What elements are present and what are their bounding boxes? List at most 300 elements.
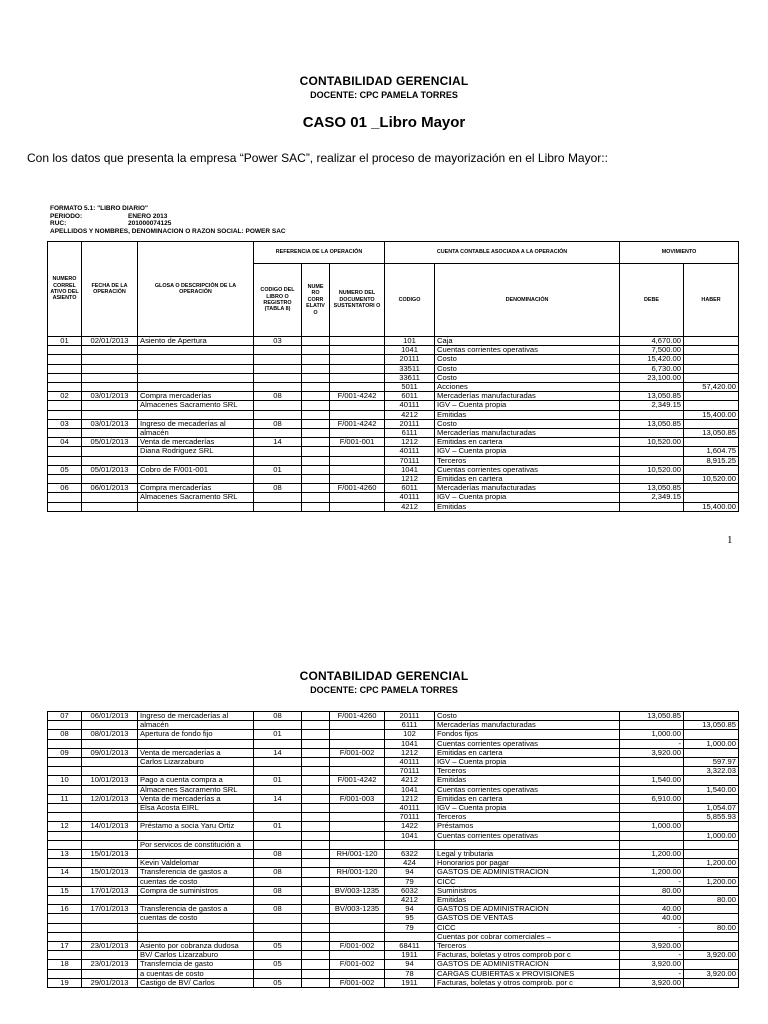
entry-description bbox=[138, 923, 254, 932]
account-name: Costo bbox=[435, 364, 620, 373]
correlative-number bbox=[302, 748, 330, 757]
credit-amount bbox=[684, 465, 739, 474]
document-number bbox=[330, 896, 385, 905]
credit-amount: 80.00 bbox=[684, 896, 739, 905]
debit-amount: 3,920.00 bbox=[620, 748, 684, 757]
entry-date: 05/01/2013 bbox=[82, 465, 138, 474]
book-code: 14 bbox=[254, 794, 302, 803]
entry-description: Elsa Acosta EIRL bbox=[138, 804, 254, 813]
table-row bbox=[48, 840, 739, 849]
account-code: 1041 bbox=[385, 739, 435, 748]
account-name: IGV – Cuenta propia bbox=[435, 447, 620, 456]
entry-description bbox=[138, 373, 254, 382]
entry-date bbox=[82, 475, 138, 484]
account-code: 33511 bbox=[385, 364, 435, 373]
entry-date bbox=[82, 932, 138, 941]
account-code: 6111 bbox=[385, 721, 435, 730]
entry-description: Almacenes Sacramento SRL bbox=[138, 785, 254, 794]
col-numero-correlativo: NUME RO CORR ELATIV O bbox=[302, 264, 330, 337]
debit-amount: 15,420.00 bbox=[620, 355, 684, 364]
table-row bbox=[48, 951, 739, 960]
book-code bbox=[254, 767, 302, 776]
book-code bbox=[254, 739, 302, 748]
book-code bbox=[254, 813, 302, 822]
page-number: 1 bbox=[727, 534, 733, 546]
debit-amount: - bbox=[620, 969, 684, 978]
credit-amount bbox=[684, 493, 739, 502]
table-row bbox=[48, 804, 739, 813]
table-row bbox=[48, 337, 739, 346]
entry-number bbox=[48, 502, 82, 511]
entry-description: cuentas de costo bbox=[138, 914, 254, 923]
entry-number: 01 bbox=[48, 337, 82, 346]
account-name: Costo bbox=[435, 712, 620, 721]
book-code: 01 bbox=[254, 465, 302, 474]
entry-number bbox=[48, 739, 82, 748]
credit-amount bbox=[684, 392, 739, 401]
book-code bbox=[254, 785, 302, 794]
document-number bbox=[330, 785, 385, 794]
table-row bbox=[48, 868, 739, 877]
entry-description bbox=[138, 475, 254, 484]
entry-description: Por servicos de constitución a bbox=[138, 840, 254, 849]
account-name: IGV – Cuenta propia bbox=[435, 401, 620, 410]
credit-amount: 5,855.93 bbox=[684, 813, 739, 822]
entry-description: Ingreso de mercaderías al bbox=[138, 712, 254, 721]
account-name: Cuentas por cobrar comerciales – bbox=[435, 932, 620, 941]
entry-description: Diana Rodriguez SRL bbox=[138, 447, 254, 456]
correlative-number bbox=[302, 896, 330, 905]
account-name: Facturas, boletas y otros comprob. por c bbox=[435, 978, 620, 987]
book-code: 14 bbox=[254, 748, 302, 757]
col-glosa: GLOSA O DESCRIPCIÓN DE LA OPERACIÓN bbox=[138, 242, 254, 337]
account-code bbox=[385, 840, 435, 849]
account-code: 78 bbox=[385, 969, 435, 978]
debit-amount bbox=[620, 813, 684, 822]
entry-description: Kevin Valdelomar bbox=[138, 859, 254, 868]
credit-amount bbox=[684, 373, 739, 382]
account-code: 1911 bbox=[385, 978, 435, 987]
account-name: GASTOS DE VENTAS bbox=[435, 914, 620, 923]
book-code bbox=[254, 951, 302, 960]
table-row bbox=[48, 822, 739, 831]
debit-amount: 1,200.00 bbox=[620, 868, 684, 877]
col-cuenta: CUENTA CONTABLE ASOCIADA A LA OPERACIÓN bbox=[385, 242, 620, 264]
account-code: 1212 bbox=[385, 438, 435, 447]
account-name: GASTOS DE ADMINISTRACION bbox=[435, 868, 620, 877]
account-code: 5011 bbox=[385, 383, 435, 392]
account-name: Costo bbox=[435, 355, 620, 364]
book-code bbox=[254, 346, 302, 355]
entry-number: 14 bbox=[48, 868, 82, 877]
document-number bbox=[330, 923, 385, 932]
correlative-number bbox=[302, 767, 330, 776]
correlative-number bbox=[302, 419, 330, 428]
entry-description bbox=[138, 383, 254, 392]
entry-description: a cuentas de costo bbox=[138, 969, 254, 978]
libro-diario-table bbox=[47, 241, 739, 512]
entry-date bbox=[82, 877, 138, 886]
account-code: 102 bbox=[385, 730, 435, 739]
entry-description: Asiento de Apertura bbox=[138, 337, 254, 346]
document-number bbox=[330, 840, 385, 849]
account-code: 1041 bbox=[385, 785, 435, 794]
book-code bbox=[254, 364, 302, 373]
entry-description: Venta de mercaderías a bbox=[138, 748, 254, 757]
table-row bbox=[48, 465, 739, 474]
account-code: 94 bbox=[385, 960, 435, 969]
entry-description: Transferencia de gastos a bbox=[138, 905, 254, 914]
debit-amount bbox=[620, 859, 684, 868]
debit-amount bbox=[620, 831, 684, 840]
credit-amount: 1,000.00 bbox=[684, 739, 739, 748]
correlative-number bbox=[302, 923, 330, 932]
account-code: 4212 bbox=[385, 410, 435, 419]
entry-description: Carlos Lizarzaburo bbox=[138, 758, 254, 767]
account-code: 1911 bbox=[385, 951, 435, 960]
account-code: 70111 bbox=[385, 456, 435, 465]
account-name: Mercaderías manufacturadas bbox=[435, 429, 620, 438]
entry-number bbox=[48, 896, 82, 905]
entry-description bbox=[138, 813, 254, 822]
account-name: IGV – Cuenta propia bbox=[435, 804, 620, 813]
entry-description: Pago a cuenta compra a bbox=[138, 776, 254, 785]
format-label: FORMATO 5.1: "LIBRO DIARIO" bbox=[50, 205, 149, 212]
account-name: Emitidas en cartera bbox=[435, 475, 620, 484]
credit-amount: 3,920.00 bbox=[684, 969, 739, 978]
account-code: 1212 bbox=[385, 748, 435, 757]
entry-number: 06 bbox=[48, 484, 82, 493]
period-label: PERIODO: bbox=[50, 212, 83, 220]
debit-amount: 1,200.00 bbox=[620, 850, 684, 859]
debit-amount bbox=[620, 896, 684, 905]
correlative-number bbox=[302, 484, 330, 493]
table-row bbox=[48, 383, 739, 392]
entry-number bbox=[48, 383, 82, 392]
entry-date: 29/01/2013 bbox=[82, 978, 138, 987]
entry-date bbox=[82, 383, 138, 392]
account-code: 79 bbox=[385, 877, 435, 886]
entry-description: Préstamo a socia Yaru Ortiz bbox=[138, 822, 254, 831]
document-number bbox=[330, 337, 385, 346]
entry-description bbox=[138, 410, 254, 419]
debit-amount: 2,349.15 bbox=[620, 401, 684, 410]
document-number: RH/001-120 bbox=[330, 868, 385, 877]
debit-amount bbox=[620, 932, 684, 941]
entry-date bbox=[82, 355, 138, 364]
credit-amount bbox=[684, 484, 739, 493]
account-code: 20111 bbox=[385, 419, 435, 428]
correlative-number bbox=[302, 859, 330, 868]
table-row bbox=[48, 859, 739, 868]
entry-date: 10/01/2013 bbox=[82, 776, 138, 785]
debit-amount: 4,670.00 bbox=[620, 337, 684, 346]
entry-description bbox=[138, 355, 254, 364]
entry-date: 08/01/2013 bbox=[82, 730, 138, 739]
entry-description bbox=[138, 456, 254, 465]
col-numero-documento: NUMERO DEL DOCUMENTO SUSTENTATORI O bbox=[330, 264, 385, 337]
entry-description bbox=[138, 850, 254, 859]
account-name: Suministros bbox=[435, 886, 620, 895]
table-row bbox=[48, 767, 739, 776]
entry-description: Compra mercaderías bbox=[138, 392, 254, 401]
account-name: Honorarios por pagar bbox=[435, 859, 620, 868]
correlative-number bbox=[302, 447, 330, 456]
col-numero: NUMERO CORREL ATIVO DEL ASIENTO bbox=[48, 242, 82, 337]
entry-date bbox=[82, 859, 138, 868]
account-code: 68411 bbox=[385, 942, 435, 951]
entry-description bbox=[138, 896, 254, 905]
entry-number: 02 bbox=[48, 392, 82, 401]
entry-description: Ingreso de mecaderías al bbox=[138, 419, 254, 428]
debit-amount bbox=[620, 502, 684, 511]
debit-amount bbox=[620, 447, 684, 456]
ruc-value: 201000074125 bbox=[128, 220, 172, 228]
account-name: Terceros bbox=[435, 813, 620, 822]
book-code: 08 bbox=[254, 712, 302, 721]
entry-description: Transferencia de gastos a bbox=[138, 868, 254, 877]
col-haber: HABER bbox=[684, 264, 739, 337]
book-code: 05 bbox=[254, 978, 302, 987]
debit-amount: - bbox=[620, 877, 684, 886]
ledger-body bbox=[48, 712, 739, 988]
correlative-number bbox=[302, 438, 330, 447]
correlative-number bbox=[302, 712, 330, 721]
document-number bbox=[330, 951, 385, 960]
entry-date bbox=[82, 429, 138, 438]
entry-description bbox=[138, 346, 254, 355]
account-code: 6032 bbox=[385, 886, 435, 895]
book-code bbox=[254, 447, 302, 456]
entry-date bbox=[82, 346, 138, 355]
correlative-number bbox=[302, 868, 330, 877]
credit-amount bbox=[684, 914, 739, 923]
entry-number bbox=[48, 401, 82, 410]
document-number: F/001-4242 bbox=[330, 776, 385, 785]
correlative-number bbox=[302, 886, 330, 895]
document-number: BV/003-1235 bbox=[330, 886, 385, 895]
document-number bbox=[330, 465, 385, 474]
debit-amount bbox=[620, 804, 684, 813]
book-code: 08 bbox=[254, 419, 302, 428]
entry-date bbox=[82, 767, 138, 776]
entry-date bbox=[82, 758, 138, 767]
correlative-number bbox=[302, 794, 330, 803]
account-name: Emitidas bbox=[435, 896, 620, 905]
debit-amount: 13,050.85 bbox=[620, 419, 684, 428]
correlative-number bbox=[302, 960, 330, 969]
document-number bbox=[330, 813, 385, 822]
account-name: IGV – Cuenta propia bbox=[435, 493, 620, 502]
credit-amount bbox=[684, 840, 739, 849]
document-number bbox=[330, 739, 385, 748]
entry-number bbox=[48, 914, 82, 923]
book-code bbox=[254, 373, 302, 382]
entry-date bbox=[82, 923, 138, 932]
account-code: 40111 bbox=[385, 401, 435, 410]
account-name: Facturas, boletas y otros comprob por c bbox=[435, 951, 620, 960]
entry-description: almacén bbox=[138, 721, 254, 730]
account-name: GASTOS DE ADMINISTRACION bbox=[435, 905, 620, 914]
table-row bbox=[48, 712, 739, 721]
account-code: 20111 bbox=[385, 712, 435, 721]
entry-date bbox=[82, 896, 138, 905]
book-code bbox=[254, 383, 302, 392]
book-code: 08 bbox=[254, 886, 302, 895]
book-code: 08 bbox=[254, 905, 302, 914]
debit-amount: 40.00 bbox=[620, 905, 684, 914]
debit-amount bbox=[620, 429, 684, 438]
document-number bbox=[330, 822, 385, 831]
table-row bbox=[48, 942, 739, 951]
debit-amount bbox=[620, 721, 684, 730]
entry-number bbox=[48, 456, 82, 465]
book-code bbox=[254, 721, 302, 730]
book-code bbox=[254, 914, 302, 923]
account-name: Emitidas bbox=[435, 410, 620, 419]
debit-amount bbox=[620, 767, 684, 776]
document-number bbox=[330, 730, 385, 739]
credit-amount bbox=[684, 850, 739, 859]
document-number bbox=[330, 969, 385, 978]
col-denominacion: DENOMINACIÓN bbox=[435, 264, 620, 337]
credit-amount: 10,520.00 bbox=[684, 475, 739, 484]
entry-description: almacén bbox=[138, 429, 254, 438]
book-code bbox=[254, 840, 302, 849]
credit-amount bbox=[684, 868, 739, 877]
credit-amount: 1,000.00 bbox=[684, 831, 739, 840]
document-number: F/001-001 bbox=[330, 438, 385, 447]
entry-date: 17/01/2013 bbox=[82, 905, 138, 914]
account-name: IGV – Cuenta propia bbox=[435, 758, 620, 767]
document-number: BV/003-1235 bbox=[330, 905, 385, 914]
intro-text: Con los datos que presenta la empresa “Power SAC”, realizar el proceso de mayorización en el Libro Mayor:: bbox=[27, 151, 608, 165]
credit-amount bbox=[684, 942, 739, 951]
entry-description: Apertura de fondo fijo bbox=[138, 730, 254, 739]
credit-amount bbox=[684, 794, 739, 803]
document-number bbox=[330, 447, 385, 456]
credit-amount bbox=[684, 960, 739, 969]
table-row bbox=[48, 392, 739, 401]
table-row bbox=[48, 456, 739, 465]
book-code: 08 bbox=[254, 392, 302, 401]
document-number bbox=[330, 804, 385, 813]
entry-number bbox=[48, 767, 82, 776]
book-code: 08 bbox=[254, 850, 302, 859]
correlative-number bbox=[302, 914, 330, 923]
table-row bbox=[48, 401, 739, 410]
debit-amount: 23,100.00 bbox=[620, 373, 684, 382]
correlative-number bbox=[302, 401, 330, 410]
col-codigo-libro: CODIGO DEL LIBRO O REGISTRO (TABLA 8) bbox=[254, 264, 302, 337]
table-row bbox=[48, 813, 739, 822]
document-number bbox=[330, 831, 385, 840]
table-row bbox=[48, 475, 739, 484]
document-number bbox=[330, 456, 385, 465]
account-code: 6011 bbox=[385, 392, 435, 401]
account-name: Costo bbox=[435, 419, 620, 428]
account-name: Cuentas corrientes operativas bbox=[435, 785, 620, 794]
credit-amount: 13,050.85 bbox=[684, 429, 739, 438]
entry-number: 11 bbox=[48, 794, 82, 803]
debit-amount bbox=[620, 475, 684, 484]
credit-amount bbox=[684, 364, 739, 373]
book-code bbox=[254, 896, 302, 905]
document-number: F/001-002 bbox=[330, 942, 385, 951]
correlative-number bbox=[302, 337, 330, 346]
instructor-line: DOCENTE: CPC PAMELA TORRES bbox=[310, 90, 458, 100]
account-code: 40111 bbox=[385, 447, 435, 456]
entry-date bbox=[82, 840, 138, 849]
credit-amount bbox=[684, 822, 739, 831]
account-name: Terceros bbox=[435, 767, 620, 776]
account-name: Terceros bbox=[435, 456, 620, 465]
debit-amount: 7,500.00 bbox=[620, 346, 684, 355]
table-row bbox=[48, 923, 739, 932]
book-code bbox=[254, 355, 302, 364]
col-movimiento: MOVIMIENTO bbox=[620, 242, 739, 264]
account-name bbox=[435, 840, 620, 849]
correlative-number bbox=[302, 850, 330, 859]
col-referencia: REFERENCIA DE LA OPERACIÓN bbox=[254, 242, 385, 264]
account-code: 4212 bbox=[385, 776, 435, 785]
entry-number: 19 bbox=[48, 978, 82, 987]
entry-number bbox=[48, 721, 82, 730]
account-name: Fondos fijos bbox=[435, 730, 620, 739]
credit-amount bbox=[684, 401, 739, 410]
table-row bbox=[48, 355, 739, 364]
debit-amount: 10,520.00 bbox=[620, 465, 684, 474]
account-code: 40111 bbox=[385, 758, 435, 767]
credit-amount: 1,200.00 bbox=[684, 877, 739, 886]
correlative-number bbox=[302, 355, 330, 364]
account-name: Terceros bbox=[435, 942, 620, 951]
table-row bbox=[48, 969, 739, 978]
page-header-2 bbox=[0, 669, 768, 695]
account-name: Caja bbox=[435, 337, 620, 346]
entry-number bbox=[48, 804, 82, 813]
account-name: Emitidas en cartera bbox=[435, 438, 620, 447]
debit-amount: 2,349.15 bbox=[620, 493, 684, 502]
document-number bbox=[330, 721, 385, 730]
correlative-number bbox=[302, 502, 330, 511]
instructor-line: DOCENTE: CPC PAMELA TORRES bbox=[310, 685, 458, 695]
document-number bbox=[330, 859, 385, 868]
entry-number bbox=[48, 447, 82, 456]
entry-number bbox=[48, 410, 82, 419]
entry-number bbox=[48, 355, 82, 364]
entry-date bbox=[82, 951, 138, 960]
account-code: 101 bbox=[385, 337, 435, 346]
correlative-number bbox=[302, 373, 330, 382]
credit-amount: 15,400.00 bbox=[684, 410, 739, 419]
book-code: 08 bbox=[254, 868, 302, 877]
table-row bbox=[48, 886, 739, 895]
credit-amount bbox=[684, 932, 739, 941]
account-code: 6322 bbox=[385, 850, 435, 859]
credit-amount: 3,920.00 bbox=[684, 951, 739, 960]
entry-date bbox=[82, 373, 138, 382]
account-code: 1212 bbox=[385, 794, 435, 803]
account-name: Emitidas bbox=[435, 502, 620, 511]
document-number bbox=[330, 346, 385, 355]
account-name: Emitidas en cartera bbox=[435, 748, 620, 757]
table-row bbox=[48, 932, 739, 941]
entry-number bbox=[48, 951, 82, 960]
book-code: 08 bbox=[254, 484, 302, 493]
credit-amount bbox=[684, 776, 739, 785]
entry-number: 17 bbox=[48, 942, 82, 951]
